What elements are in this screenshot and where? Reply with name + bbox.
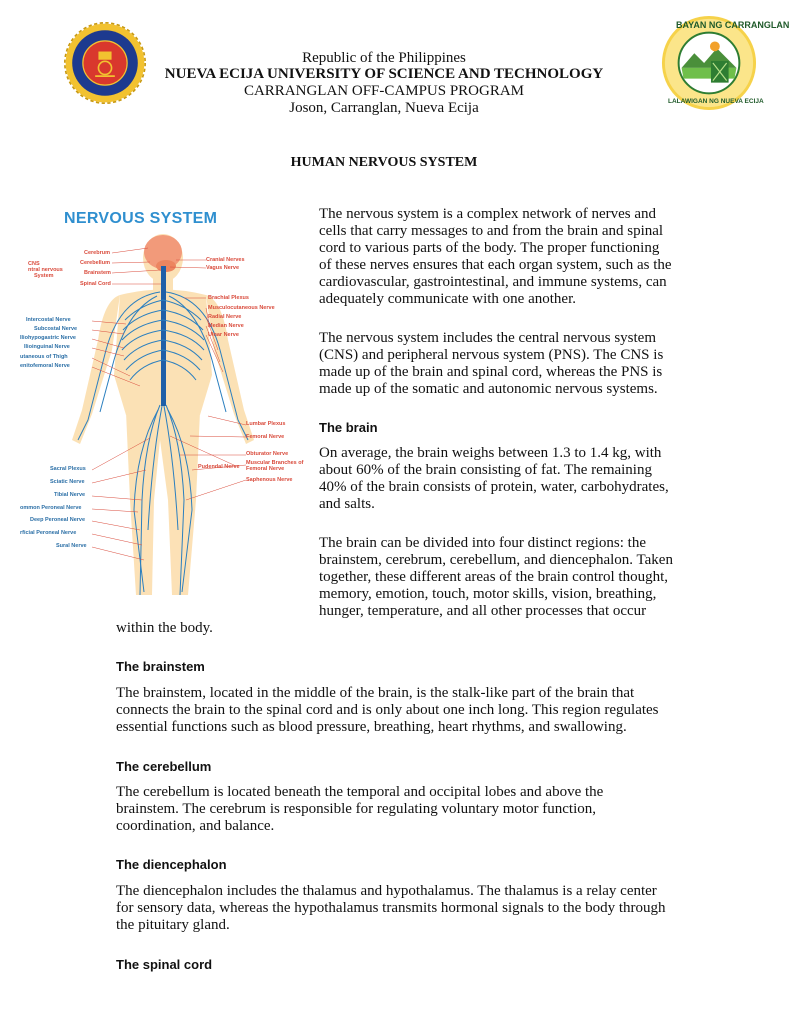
label-ilioinguinal-nerve: Ilioinguinal Nerve xyxy=(24,344,70,350)
nervous-system-figure xyxy=(20,200,305,612)
label-intercostal-nerve: Intercostal Nerve xyxy=(26,317,71,323)
header-university: NUEVA ECIJA UNIVERSITY OF SCIENCE AND TECHNOLOGY xyxy=(164,66,604,82)
brain-paragraph-2-end: within the body. xyxy=(116,620,213,636)
label-cerebellum: Cerebellum xyxy=(80,260,110,266)
heading-the-brainstem: The brainstem xyxy=(116,659,205,674)
label-common-peroneal-nerve: ommon Peroneal Nerve xyxy=(20,505,82,511)
label-pudendal-nerve: Pudendal Nerve xyxy=(198,464,240,470)
brain-paragraph-1: On average, the brain weighs between 1.3 to 1.4 kg, with about 60% of the brain consisting of fat. The remaining 40% of the brain consists of protein, water, carbohydrates, and salts. xyxy=(319,445,669,512)
label-iliohypogastric-nerve: Iliohypogastric Nerve xyxy=(20,335,76,341)
header-program: CARRANGLAN OFF-CAMPUS PROGRAM xyxy=(243,83,525,99)
label-sacral-plexus: Sacral Plexus xyxy=(50,466,86,472)
intro-paragraph-2: The nervous system includes the central nervous system (CNS) and peripheral nervous system (PNS). The CNS is made up of the brain and spinal cord, whereas the PNS is made up of the somatic and autonomic nervous systems. xyxy=(319,330,664,397)
label-spinal-cord: Spinal Cord xyxy=(80,281,111,287)
label-cerebrum: Cerebrum xyxy=(84,250,110,256)
brain-paragraph-2: The brain can be divided into four distinct regions: the brainstem, cerebrum, cerebellum, and diencephalon. Taken together, these different areas of the brain control thought, memory, emotion, touch, motor skills, vision, breathing, hunger, temperature, and all other processes that occur xyxy=(319,535,673,619)
right-seal-text-bottom: LALAWIGAN NG NUEVA ECIJA xyxy=(668,98,764,105)
label-lumbar-plexus: Lumbar Plexus xyxy=(246,421,286,427)
header-address: Joson, Carranglan, Nueva Ecija xyxy=(289,100,479,116)
diencephalon-paragraph: The diencephalon includes the thalamus and hypothalamus. The thalamus is a relay center for sensory data, whereas the hypothalamus transmits hormonal signals to the body through the pituitary gland. xyxy=(116,883,666,933)
label-brainstem: Brainstem xyxy=(84,270,111,276)
heading-the-spinal-cord: The spinal cord xyxy=(116,957,213,972)
label-genitofemoral-nerve: enitofemoral Nerve xyxy=(20,363,70,369)
label-musculocutaneous-nerve: Musculocutaneous Nerve xyxy=(208,305,275,311)
heading-the-diencephalon: The diencephalon xyxy=(116,857,227,872)
label-sciatic-nerve: Sciatic Nerve xyxy=(50,479,85,485)
figure-title: NERVOUS SYSTEM xyxy=(64,210,218,227)
label-saphenous-nerve: Saphenous Nerve xyxy=(246,477,293,483)
label-cutaneous-of-thigh: utaneous of Thigh xyxy=(20,354,68,360)
label-ulnar-nerve: Ulnar Nerve xyxy=(208,332,239,338)
label-brachial-plexus: Brachial Plexus xyxy=(208,295,249,301)
heading-the-brain: The brain xyxy=(319,420,378,435)
label-subcostal-nerve: Subcostal Nerve xyxy=(34,326,78,332)
intro-paragraph-1: The nervous system is a complex network of nerves and cells that carry messages to and from the brain and spinal cord to various parts of the body. The proper functioning of these nerves ensures that each organ system, such as the cardiovascular, gastrointestinal, and immune systems, can adequately communicate with one another. xyxy=(319,206,672,307)
label-median-nerve: Median Nerve xyxy=(208,323,244,329)
document-title: HUMAN NERVOUS SYSTEM xyxy=(290,155,478,170)
label-vagus-nerve: Vagus Nerve xyxy=(206,265,240,271)
label-obturator-nerve: Obturator Nerve xyxy=(246,451,289,457)
right-seal-text-top: BAYAN NG CARRANGLAN xyxy=(676,20,789,30)
header-republic: Republic of the Philippines xyxy=(302,50,466,66)
label-deep-peroneal-nerve: Deep Peroneal Nerve xyxy=(30,517,86,523)
label-tibial-nerve: Tibial Nerve xyxy=(54,492,86,498)
label-cranial-nerves: Cranial Nerves xyxy=(206,257,245,263)
cns-label: CNS ntral nervous System xyxy=(28,261,63,279)
label-femoral-nerve: Femoral Nerve xyxy=(246,434,285,440)
brainstem-paragraph: The brainstem, located in the middle of the brain, is the stalk-like part of the brain that connects the brain to the spinal cord and is only about one inch long. This region regulates essential functions such as blood pressure, breathing, heart rhythms, and swallowing. xyxy=(116,685,659,735)
label-radial-nerve: Radial Nerve xyxy=(208,314,242,320)
cerebellum-paragraph: The cerebellum is located beneath the temporal and occipital lobes and above the brainstem. The cerebrum is responsible for regulating voluntary motor function, coordination, and balance. xyxy=(116,784,604,834)
label-superficial-peroneal-nerve: rficial Peroneal Nerve xyxy=(20,530,77,536)
label-sural-nerve: Sural Nerve xyxy=(56,543,87,549)
label-muscular-branches: Muscular Branches of Femoral Nerve xyxy=(246,460,304,472)
heading-the-cerebellum: The cerebellum xyxy=(116,759,212,774)
